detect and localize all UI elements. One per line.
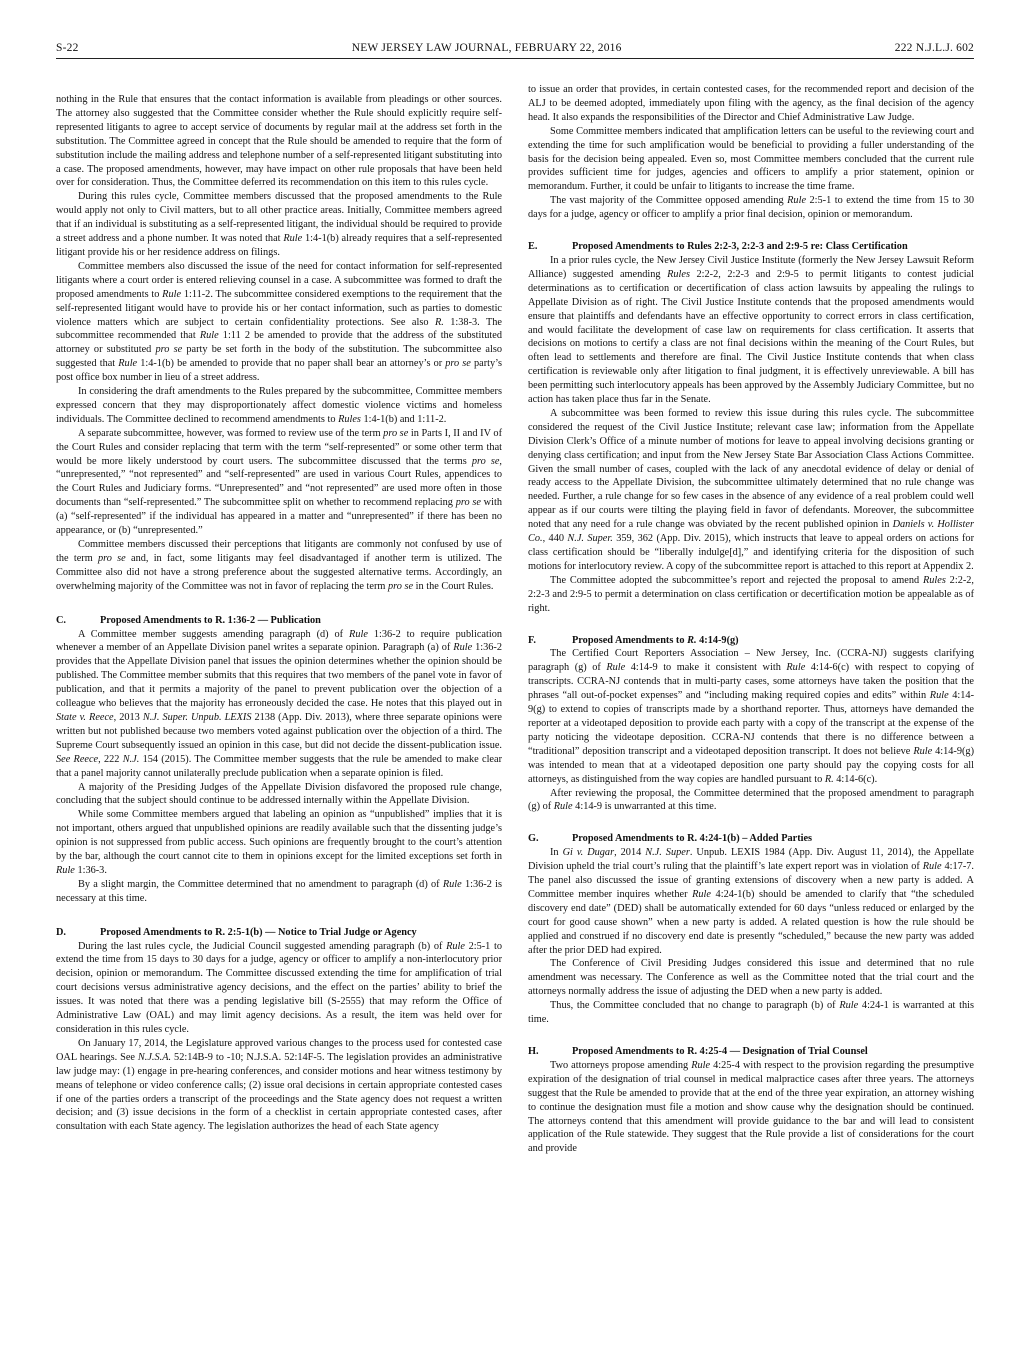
paragraph: A majority of the Presiding Judges of the Appellate Division disfavored the proposed rule change, concluding that the subject should continue to be addressed internally within the Appellate Division. [56,781,502,807]
paragraph: During the last rules cycle, the Judicial Council suggested amending paragraph (b) of Rule 2:5-1 to extend the time from 15 days to 30 days for a judge, agency or officer to amplify a non-interlocutory prior decision, opinion or memorandum. The Committee discussed extending the time for amplification of trial court decisions versus administrative agency decisions, and the effect on the parties’ ability to brief the issues. It was noted that there was a pending legislative bill (S-2555) that may reform the Office of Administrative Law (OAL) and may limit agency decisions. As a result, the item was held over for consideration in this rules cycle. [56,940,502,1035]
paragraph: While some Committee members argued that labeling an opinion as “unpublished” implies that it is not important, others argued that unpublished opinions are readily available such that the dissenting judge’s opinion is not suppressed from public access. Such opinions are frequently brought to the court’s attention by the bar, although the court cannot cite to them in opinions except for the limited exceptions set forth in Rule 1:36-3. [56,809,502,876]
paragraph: The Certified Court Reporters Association – New Jersey, Inc. (CCRA-NJ) suggests clarifying paragraph (g) of Rule 4:14-9 to make it consistent with Rule 4:14-6(c) with respect to copying of transcripts. CCRA-NJ contends that in multi-party cases, some attorneys have taken the position that the phrases “all out-of-pocket expenses” and “including making required copies and edits” within Rule 4:14-9(g) to extend to copies of transcripts made by a shorthand reporter. Thus, attorneys have demanded the reporter at a videotaped deposition to provide each party with a copy of the transcript at the expense of the party noticing the videotape deposition. CCRA-NJ contends that there is no difference between a “traditional” deposition transcript and a videotaped deposition transcript. It does not believe Rule 4:14-9(g) was intended to mean that at a videotaped deposition one party should pay the copying costs for all attorneys, as distinguished from the way copies are handled pursuant to R. 4:14-6(c). [528,648,975,785]
section-heading-d: D. Proposed Amendments to R. 2:5-1(b) — Notice to Trial Judge or Agency [56,926,417,938]
paragraph: In Gi v. Dugar, 2014 N.J. Super. Unpub. LEXIS 1984 (App. Div. August 11, 2014), the Appellate Division upheld the trial court’s ruling that the plaintiff’s late expert report was in violation of Rule 4:17-7. The panel also discussed the issue of granting extensions of discovery when a new party is added. A Committee member inquires whether Rule 4:24-1(b) should be amended to clarify that “the scheduled discovery end date” (DED) shall be automatically extended for 60 days “unless reduced or enlarged by the court for good cause shown” when a new party is added. A related question is how the rule should be applied and construed if no discovery end date is presently “scheduled,” because the new party was added after the prior DED had expired. [528,847,974,956]
section-heading-h: H. Proposed Amendments to R. 4:25-4 — Designation of Trial Counsel [528,1046,868,1057]
paragraph: The Committee adopted the subcommittee’s report and rejected the proposal to amend Rules 2:2-2, 2:2-3 and 2:9-5 to permit a determination on class certification or decertification motion be appealable as of right. [528,574,974,614]
paragraph: Thus, the Committee concluded that no change to paragraph (b) of Rule 4:24-1 is warranted at this time. [528,1000,974,1026]
section-heading-f: F. Proposed Amendments to R. 4:14-9(g) [528,634,739,646]
paragraph: nothing in the Rule that ensures that the contact information is available from pleadings or other sources. The attorney also suggested that the Committee consider whether the Rule should explicitly require self-represented litigants to agree to accept service of documents by regular mail at the address set forth in the substitution. The Committee agreed in concept that the Rule should be amended to require that the form of substitution include the mailing address and telephone number of a self-represented litigant substituting into a case. The proposed amendments, however, may have impact on other rule proposals that have been held over for consideration. Thus, the Committee deferred its recommendation on this item to this rules cycle. [56,94,502,189]
running-header [56,42,974,59]
left-column [56,93,502,1156]
paragraph: The vast majority of the Committee opposed amending Rule 2:5-1 to extend the time from 15 to 30 days for a judge, agency or officer to amplify a prior final decision, opinion or memorandum. [528,195,974,221]
journal-title: NEW JERSEY LAW JOURNAL, FEBRUARY 22, 2016 [351,42,622,54]
right-column [528,83,974,1156]
section-heading-g: G. Proposed Amendments to R. 4:24-1(b) – Added Parties [528,833,813,845]
journal-citation: 222 N.J.L.J. 602 [894,42,974,54]
paragraph: On January 17, 2014, the Legislature approved various changes to the process used for contested case OAL hearings. See N.J.S.A. 52:14B-9 to -10; N.J.S.A. 52:14F-5. The legislation provides an administrative law judge may: (1) engage in pre-hearing conferences, and consider motions and hear witness testimony by means of telephone or video conference calls; (2) issue oral decisions in certain appropriate contested cases if one of the parties orders a transcript of the proceedings and the State agency does not request a written decision; and (3) issue decisions in the form of a checklist in certain appropriate contested cases, after consultation with each State agency. The legislation authorizes the head of each State agency [56,1037,503,1133]
paragraph: In a prior rules cycle, the New Jersey Civil Justice Institute (formerly the New Jersey Lawsuit Reform Alliance) suggested amending Rules 2:2-2, 2:2-3 and 2:9-5 to permit litigants to contest judicial determinations as to certification or decertification of class action lawsuits by appealing the rulings to Appellate Division as of right. The Civil Justice Institute contends that the proposed amendments would ensure that plaintiffs and defendants have an effective opportunity to correct errors in class certification, and would facilitate the development of case law on requirements for class certification. It asserts that decisions on motions to certify a class are not final decisions within the meaning of the Court Rules, but often lead to settlements and therefore are final. The Civil Justice Institute contends that when class certification is reviewable only after litigation to final judgment, it is effectively unreviewable. A bill has been permitting such interlocutory appeals has been approved by the Assembly Judiciary Committee, but no action has taken place thus far in the Senate. [528,254,974,406]
paragraph: In considering the draft amendments to the Rules prepared by the subcommittee, Committee members expressed concern that they may disproportionately affect domestic violence victims and homeless individuals. The Committee declined to recommend amendments to Rules 1:4-1(b) and 1:11-2. [56,386,502,425]
paragraph: By a slight margin, the Committee determined that no amendment to paragraph (d) of Rule 1:36-2 is necessary at this time. [56,878,503,904]
paragraph: The Conference of Civil Presiding Judges considered this issue and determined that no rule amendment was necessary. The Conference as well as the Committee noted that the trial court and the attorneys normally address the issue of adjusting the DED when a new party is added. [528,958,974,998]
paragraph: A Committee member suggests amending paragraph (d) of Rule 1:36-2 to require publication whenever a member of an Appellate Division panel writes a separate opinion. Paragraph (a) of Rule 1:36-2 provides that the Appellate Division panel that issues the opinion determines whether the opinion should be published. The Committee member submits that this requires that two members of the panel vote in favor of publication, and that it permits a majority of the panel to prevent publication over the objection of a colleague who believes that the majority has erroneously decided the case. He notes that this played out in State v. Reece, 2013 N.J. Super. Unpub. LEXIS 2138 (App. Div. 2013), where three separate opinions were written but not published because two members voted against publication over the objection of a third. The Supreme Court subsequently issued an opinion in this case, but did not decide the dissent-publication issue. See Reece, 222 N.J. 154 (2015). The Committee member suggests that the rule be amended to make clear that a panel majority cannot unilaterally preclude publication when a separate opinion is filed. [56,628,502,779]
paragraph: During this rules cycle, Committee members discussed that the proposed amendments to the Rule would apply not only to Civil matters, but to all other practice areas. Initially, Committee members agreed that if an individual is substituting as a self-represented litigant, the individual should be required to provide a street address and a phone number. It was noted that Rule 1:4-1(b) already requires that a self-represented litigant provide his or her residence address on filings. [56,191,503,258]
section-heading-e: E. Proposed Amendments to Rules 2:2-3, 2:2-3 and 2:9-5 re: Class Certification [528,241,908,253]
paragraph: A separate subcommittee, however, was formed to review use of the term pro se in Parts I, II and IV of the Court Rules and consider replacing that term with the term “self-represented” or some other term that would be more likely understood by court users. The subcommittee discussed that the terms pro se, “unrepresented,” “not represented” and “self-represented” are used in various Court Rules, appendices to the Court Rules and Judiciary forms. “Unrepresented” and “not represented” are used more often in those documents than “self-represented.” The subcommittee split on whether to recommend replacing pro se with (a) “self-represented” if the individual has appeared in a matter and “unrepresented” if there has been no appearance, or (b) “unrepresented.” [56,427,502,537]
paragraph: Committee members discussed their perceptions that litigants are commonly not confused by use of the term pro se and, in fact, some litigants may feel disadvantaged if another term is utilized. The Committee also did not have a strong preference about the suggested alternative terms. Accordingly, an overwhelming majority of the Committee was not in favor of replacing the term pro se in the Court Rules. [56,539,502,592]
paragraph: After reviewing the proposal, the Committee determined that the proposed amendment to paragraph (g) of Rule 4:14-9 is unwarranted at this time. [528,787,974,813]
paragraph: A subcommittee was been formed to review this issue during this rules cycle. The subcommittee considered the request of the Civil Justice Institute; relevant case law; information from the Appellate Division Clerk’s Office of a minute number of motions for leave to appeal involving decisions granting or denying class certification; and input from the New Jersey State Bar Association Class Actions Committee. Given the small number of cases, coupled with the lack of any anecdotal evidence of delay or denial of ready access to the Appellate Division, the subcommittee ultimately determined that no rule change was needed. Further, a rule change for so few cases in the absence of any evidence of a real problem could well appear as if our courts were tilting the playing field in favor of defendants. Moreover, the subcommittee noted that any need for a rule change was obviated by the recent published opinion in Daniels v. Hollister Co., 440 N.J. Super. 359, 362 (App. Div. 2015), which instructs that leave to appeal orders on actions for class certification should be “liberally indulge[d],” and identifying criteria for the disposition of such motions for interlocutory review. A copy of the subcommittee report is attached to this report at Appendix 2. [528,407,975,572]
paragraph: Two attorneys propose amending Rule 4:25-4 with respect to the provision regarding the presumptive expiration of the designation of trial counsel in medical malpractice cases after three years. The attorneys suggest that the Rule be amended to provide that at the end of the three year expiration, an attorney wishing to continue the designation must file a motion and show cause why the designation should be continued. The attorneys contend that this amendment will provide guidance to the bar and will lead to consistent application of the Rule statewide. They suggest that the Rule provide a list of considerations for the court and provide [528,1059,975,1155]
paragraph: Committee members also discussed the issue of the need for contact information for self-represented litigants where a court order is entered relieving counsel in a case. A subcommittee was formed to draft the proposed amendments to Rule 1:11-2. The subcommittee considered exemptions to the requirement that the self-represented litigant would have to provide his or her contact information, such as parties to domestic violence matters which are subject to certain confidentiality protections. See also R. 1:38-3. The subcommittee recommended that Rule 1:11 2 be amended to provide that the address of the substituted attorney or substituted pro se party be set forth in the body of the substitution. The subcommittee also suggested that Rule 1:4-1(b) be amended to provide that no paper shall bear an attorney’s or pro se party’s post office box number in lieu of a street address. [56,260,503,384]
paragraph: to issue an order that provides, in certain contested cases, for the recommended report and decision of the ALJ to be deemed adopted, immediately upon filing with the agency, as the final decision of the agency head. It also expands the responsibilities of the Director and Chief Administrative Law Judge. [528,84,974,123]
page-number: S-22 [56,42,79,54]
paragraph: Some Committee members indicated that amplification letters can be useful to the reviewing court and extending the time for such amplification would be beneficial to providing a fuller understanding of the basis for the decision being appealed. Even so, most Committee members concluded that the current rule provides sufficient time for judges, agencies and officers to amplify a prior statement, opinion or memorandum. Further, it could be unfair to litigants to increase the time frame. [528,125,974,193]
section-heading-c: C. Proposed Amendments to R. 1:36-2 — Publication [56,614,321,626]
two-column-body [56,84,975,1156]
